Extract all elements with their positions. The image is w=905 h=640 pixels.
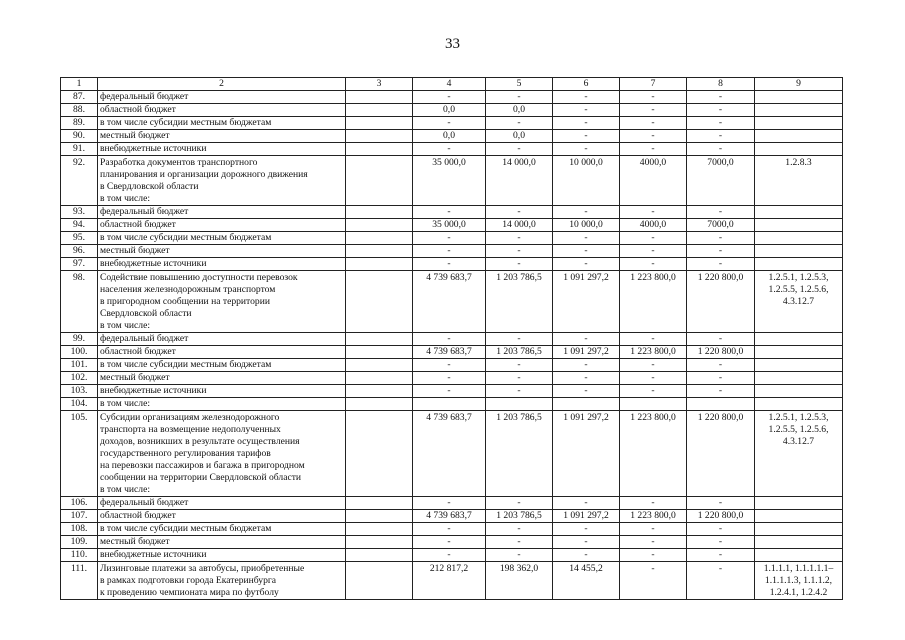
header-cell: 9 <box>755 78 843 91</box>
row-name-cell: областной бюджет <box>98 218 346 231</box>
year2-cell: 10 000,0 <box>553 218 620 231</box>
col3-cell <box>346 155 413 205</box>
header-cell: 3 <box>346 78 413 91</box>
table-row <box>61 548 843 561</box>
col3-cell <box>346 257 413 270</box>
target-ref-cell <box>755 103 843 116</box>
row-number-cell: 107. <box>61 509 98 522</box>
table-header-row <box>61 78 843 91</box>
year3-cell: 1 223 800,0 <box>620 270 687 332</box>
table-row <box>61 397 843 410</box>
year4-cell: - <box>687 371 755 384</box>
target-ref-cell <box>755 496 843 509</box>
row-name-cell: внебюджетные источники <box>98 257 346 270</box>
row-name-cell: областной бюджет <box>98 103 346 116</box>
year2-cell: - <box>553 384 620 397</box>
year3-cell: - <box>620 231 687 244</box>
year1-cell: - <box>486 205 553 218</box>
year1-cell: 198 362,0 <box>486 561 553 599</box>
target-ref-cell <box>755 371 843 384</box>
year3-cell: 4000,0 <box>620 155 687 205</box>
row-number-cell: 101. <box>61 358 98 371</box>
row-name-cell: в том числе: <box>98 397 346 410</box>
year3-cell: - <box>620 129 687 142</box>
year2-cell: - <box>553 548 620 561</box>
total-cell: 4 739 683,7 <box>413 270 486 332</box>
year2-cell: - <box>553 535 620 548</box>
year2-cell: - <box>553 142 620 155</box>
year2-cell <box>553 397 620 410</box>
col3-cell <box>346 410 413 496</box>
target-ref-cell <box>755 257 843 270</box>
header-cell: 5 <box>486 78 553 91</box>
row-name-cell: в том числе субсидии местным бюджетам <box>98 231 346 244</box>
year4-cell: - <box>687 90 755 103</box>
total-cell: 35 000,0 <box>413 218 486 231</box>
total-cell: - <box>413 257 486 270</box>
row-name-cell: местный бюджет <box>98 129 346 142</box>
year4-cell: - <box>687 358 755 371</box>
year4-cell: 7000,0 <box>687 218 755 231</box>
table-row <box>61 205 843 218</box>
row-number-cell: 102. <box>61 371 98 384</box>
target-ref-cell: 1.2.5.1, 1.2.5.3, 1.2.5.5, 1.2.5.6, 4.3.12.7 <box>755 270 843 332</box>
total-cell: - <box>413 205 486 218</box>
year4-cell: 1 220 800,0 <box>687 509 755 522</box>
year4-cell: 1 220 800,0 <box>687 270 755 332</box>
year1-cell: 1 203 786,5 <box>486 410 553 496</box>
year3-cell: 4000,0 <box>620 218 687 231</box>
total-cell: 4 739 683,7 <box>413 410 486 496</box>
target-ref-cell <box>755 90 843 103</box>
row-name-cell: Субсидии организациям железнодорожного транспорта на возмещение недополученных доходов, возникших в результате осуществления государственного регулирования тарифов на перевозки пассажиров и багажа в пригородном сообщении на территории Свердловской области в том числе: <box>98 410 346 496</box>
col3-cell <box>346 142 413 155</box>
year3-cell: 1 223 800,0 <box>620 410 687 496</box>
target-ref-cell <box>755 231 843 244</box>
year3-cell: - <box>620 244 687 257</box>
year1-cell: 1 203 786,5 <box>486 509 553 522</box>
table-row <box>61 142 843 155</box>
target-ref-cell <box>755 535 843 548</box>
total-cell: 212 817,2 <box>413 561 486 599</box>
year1-cell: - <box>486 384 553 397</box>
year2-cell: - <box>553 496 620 509</box>
year3-cell: - <box>620 522 687 535</box>
row-number-cell: 100. <box>61 345 98 358</box>
table-row <box>61 371 843 384</box>
row-number-cell: 106. <box>61 496 98 509</box>
col3-cell <box>346 548 413 561</box>
total-cell: 4 739 683,7 <box>413 345 486 358</box>
target-ref-cell <box>755 345 843 358</box>
year2-cell: - <box>553 129 620 142</box>
year3-cell: - <box>620 103 687 116</box>
table-row <box>61 358 843 371</box>
header-cell: 1 <box>61 78 98 91</box>
year4-cell: - <box>687 496 755 509</box>
year4-cell: - <box>687 142 755 155</box>
year4-cell: 1 220 800,0 <box>687 410 755 496</box>
col3-cell <box>346 522 413 535</box>
header-cell: 7 <box>620 78 687 91</box>
table-row <box>61 345 843 358</box>
year2-cell: 1 091 297,2 <box>553 509 620 522</box>
year4-cell: - <box>687 561 755 599</box>
year2-cell: - <box>553 371 620 384</box>
year1-cell: 14 000,0 <box>486 155 553 205</box>
col3-cell <box>346 116 413 129</box>
year4-cell: - <box>687 116 755 129</box>
total-cell: - <box>413 90 486 103</box>
total-cell: - <box>413 522 486 535</box>
row-number-cell: 93. <box>61 205 98 218</box>
year1-cell: - <box>486 142 553 155</box>
row-name-cell: в том числе субсидии местным бюджетам <box>98 358 346 371</box>
year1-cell: 1 203 786,5 <box>486 270 553 332</box>
year1-cell: - <box>486 231 553 244</box>
row-number-cell: 92. <box>61 155 98 205</box>
row-name-cell: местный бюджет <box>98 535 346 548</box>
table-row <box>61 90 843 103</box>
year3-cell: - <box>620 257 687 270</box>
col3-cell <box>346 244 413 257</box>
year3-cell: 1 223 800,0 <box>620 509 687 522</box>
target-ref-cell <box>755 218 843 231</box>
target-ref-cell <box>755 244 843 257</box>
table-row <box>61 410 843 496</box>
col3-cell <box>346 535 413 548</box>
year1-cell: - <box>486 535 553 548</box>
year1-cell: - <box>486 244 553 257</box>
year2-cell: - <box>553 116 620 129</box>
row-name-cell: Содействие повышению доступности перевозок населения железнодорожным транспортом в пригородном сообщении на территории Свердловской области в том числе: <box>98 270 346 332</box>
row-number-cell: 103. <box>61 384 98 397</box>
row-number-cell: 111. <box>61 561 98 599</box>
year4-cell: - <box>687 231 755 244</box>
row-number-cell: 99. <box>61 332 98 345</box>
year4-cell: - <box>687 332 755 345</box>
header-cell: 4 <box>413 78 486 91</box>
header-cell: 2 <box>98 78 346 91</box>
table-row <box>61 129 843 142</box>
row-name-cell: внебюджетные источники <box>98 384 346 397</box>
row-number-cell: 108. <box>61 522 98 535</box>
col3-cell <box>346 231 413 244</box>
col3-cell <box>346 90 413 103</box>
row-number-cell: 87. <box>61 90 98 103</box>
col3-cell <box>346 561 413 599</box>
year3-cell: - <box>620 371 687 384</box>
row-name-cell: в том числе субсидии местным бюджетам <box>98 116 346 129</box>
col3-cell <box>346 270 413 332</box>
target-ref-cell <box>755 332 843 345</box>
table-row <box>61 116 843 129</box>
year1-cell: 1 203 786,5 <box>486 345 553 358</box>
target-ref-cell <box>755 142 843 155</box>
year2-cell: - <box>553 103 620 116</box>
year1-cell <box>486 397 553 410</box>
total-cell: - <box>413 535 486 548</box>
row-name-cell: федеральный бюджет <box>98 205 346 218</box>
col3-cell <box>346 332 413 345</box>
year1-cell: - <box>486 90 553 103</box>
year1-cell: - <box>486 257 553 270</box>
col3-cell <box>346 218 413 231</box>
row-number-cell: 98. <box>61 270 98 332</box>
col3-cell <box>346 371 413 384</box>
row-number-cell: 105. <box>61 410 98 496</box>
row-number-cell: 110. <box>61 548 98 561</box>
year2-cell: - <box>553 332 620 345</box>
col3-cell <box>346 345 413 358</box>
row-number-cell: 89. <box>61 116 98 129</box>
total-cell: 0,0 <box>413 103 486 116</box>
target-ref-cell <box>755 509 843 522</box>
year1-cell: - <box>486 548 553 561</box>
budget-table <box>60 77 843 600</box>
row-number-cell: 90. <box>61 129 98 142</box>
total-cell: - <box>413 358 486 371</box>
table-row <box>61 509 843 522</box>
total-cell: - <box>413 231 486 244</box>
table-row <box>61 535 843 548</box>
total-cell: - <box>413 384 486 397</box>
year2-cell: 1 091 297,2 <box>553 270 620 332</box>
year2-cell: - <box>553 231 620 244</box>
year3-cell: - <box>620 561 687 599</box>
total-cell: - <box>413 371 486 384</box>
row-name-cell: местный бюджет <box>98 371 346 384</box>
year3-cell: - <box>620 90 687 103</box>
total-cell: 0,0 <box>413 129 486 142</box>
year1-cell: - <box>486 522 553 535</box>
year2-cell: - <box>553 205 620 218</box>
year2-cell: 1 091 297,2 <box>553 410 620 496</box>
table-row <box>61 496 843 509</box>
year4-cell: - <box>687 535 755 548</box>
year3-cell: - <box>620 496 687 509</box>
row-number-cell: 104. <box>61 397 98 410</box>
row-name-cell: федеральный бюджет <box>98 332 346 345</box>
year2-cell: - <box>553 257 620 270</box>
year3-cell: - <box>620 142 687 155</box>
table-row <box>61 561 843 599</box>
table-row <box>61 231 843 244</box>
target-ref-cell <box>755 384 843 397</box>
row-name-cell: федеральный бюджет <box>98 496 346 509</box>
table-row <box>61 155 843 205</box>
row-number-cell: 91. <box>61 142 98 155</box>
target-ref-cell <box>755 548 843 561</box>
total-cell: 4 739 683,7 <box>413 509 486 522</box>
year3-cell: - <box>620 548 687 561</box>
col3-cell <box>346 509 413 522</box>
table-row <box>61 522 843 535</box>
row-number-cell: 109. <box>61 535 98 548</box>
total-cell: - <box>413 244 486 257</box>
target-ref-cell <box>755 116 843 129</box>
year1-cell: - <box>486 116 553 129</box>
table-row <box>61 384 843 397</box>
row-name-cell: внебюджетные источники <box>98 548 346 561</box>
year4-cell: - <box>687 522 755 535</box>
row-name-cell: внебюджетные источники <box>98 142 346 155</box>
row-number-cell: 97. <box>61 257 98 270</box>
year3-cell: - <box>620 535 687 548</box>
table-row <box>61 270 843 332</box>
year4-cell: - <box>687 129 755 142</box>
year4-cell: - <box>687 103 755 116</box>
row-number-cell: 95. <box>61 231 98 244</box>
total-cell: - <box>413 116 486 129</box>
target-ref-cell <box>755 522 843 535</box>
year4-cell: 7000,0 <box>687 155 755 205</box>
row-number-cell: 96. <box>61 244 98 257</box>
year2-cell: 14 455,2 <box>553 561 620 599</box>
target-ref-cell: 1.2.5.1, 1.2.5.3, 1.2.5.5, 1.2.5.6, 4.3.12.7 <box>755 410 843 496</box>
total-cell: 35 000,0 <box>413 155 486 205</box>
year4-cell: 1 220 800,0 <box>687 345 755 358</box>
year3-cell: 1 223 800,0 <box>620 345 687 358</box>
row-name-cell: областной бюджет <box>98 509 346 522</box>
year1-cell: - <box>486 371 553 384</box>
year3-cell: - <box>620 332 687 345</box>
year2-cell: 1 091 297,2 <box>553 345 620 358</box>
year4-cell: - <box>687 384 755 397</box>
total-cell: - <box>413 548 486 561</box>
year1-cell: 0,0 <box>486 129 553 142</box>
row-name-cell: областной бюджет <box>98 345 346 358</box>
row-number-cell: 94. <box>61 218 98 231</box>
year1-cell: - <box>486 358 553 371</box>
year1-cell: 0,0 <box>486 103 553 116</box>
year1-cell: - <box>486 496 553 509</box>
row-name-cell: в том числе субсидии местным бюджетам <box>98 522 346 535</box>
total-cell: - <box>413 142 486 155</box>
year1-cell: 14 000,0 <box>486 218 553 231</box>
year2-cell: - <box>553 90 620 103</box>
target-ref-cell <box>755 205 843 218</box>
year4-cell: - <box>687 548 755 561</box>
year4-cell: - <box>687 205 755 218</box>
year2-cell: - <box>553 244 620 257</box>
table-row <box>61 244 843 257</box>
target-ref-cell: 1.2.8.3 <box>755 155 843 205</box>
target-ref-cell <box>755 358 843 371</box>
col3-cell <box>346 205 413 218</box>
year4-cell: - <box>687 257 755 270</box>
table-row <box>61 218 843 231</box>
year4-cell <box>687 397 755 410</box>
table-row <box>61 332 843 345</box>
target-ref-cell <box>755 129 843 142</box>
year2-cell: 10 000,0 <box>553 155 620 205</box>
table-row <box>61 257 843 270</box>
row-number-cell: 88. <box>61 103 98 116</box>
target-ref-cell <box>755 397 843 410</box>
row-name-cell: Лизинговые платежи за автобусы, приобретенные в рамках подготовки города Екатеринбурга к проведению чемпионата мира по футболу <box>98 561 346 599</box>
row-name-cell: Разработка документов транспортного планирования и организации дорожного движения в Свердловской области в том числе: <box>98 155 346 205</box>
col3-cell <box>346 496 413 509</box>
total-cell: - <box>413 496 486 509</box>
col3-cell <box>346 384 413 397</box>
table-row <box>61 103 843 116</box>
target-ref-cell: 1.1.1.1, 1.1.1.1.1– 1.1.1.1.3, 1.1.1.2, 1.2.4.1, 1.2.4.2 <box>755 561 843 599</box>
total-cell: - <box>413 332 486 345</box>
col3-cell <box>346 129 413 142</box>
col3-cell <box>346 358 413 371</box>
year1-cell: - <box>486 332 553 345</box>
row-name-cell: местный бюджет <box>98 244 346 257</box>
year4-cell: - <box>687 244 755 257</box>
year3-cell <box>620 397 687 410</box>
year3-cell: - <box>620 358 687 371</box>
page-number: 33 <box>445 36 460 52</box>
header-cell: 6 <box>553 78 620 91</box>
year2-cell: - <box>553 522 620 535</box>
row-name-cell: федеральный бюджет <box>98 90 346 103</box>
col3-cell <box>346 103 413 116</box>
year3-cell: - <box>620 384 687 397</box>
year3-cell: - <box>620 205 687 218</box>
col3-cell <box>346 397 413 410</box>
year2-cell: - <box>553 358 620 371</box>
total-cell <box>413 397 486 410</box>
year3-cell: - <box>620 116 687 129</box>
header-cell: 8 <box>687 78 755 91</box>
